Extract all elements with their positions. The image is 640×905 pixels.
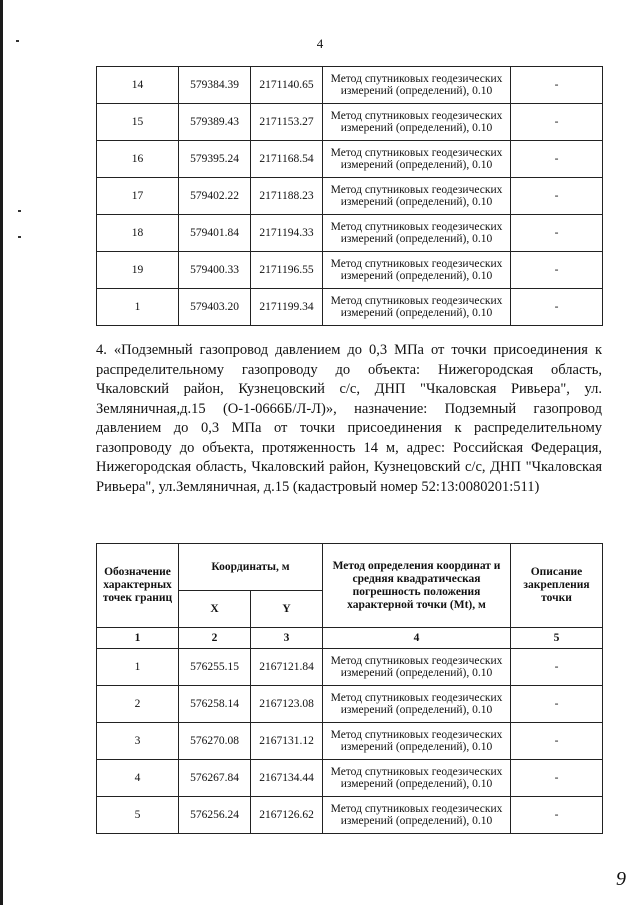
coord-y: 2167134.44 [251,760,323,797]
description-cell: - [511,686,603,723]
coordinates-table-continued [96,66,603,326]
scan-speck [18,236,21,238]
point-number: 18 [97,215,179,252]
description-cell: - [511,649,603,686]
method-cell: Метод спутниковых геодезических измерений (определений), 0.10 [323,67,511,104]
coord-x: 576267.84 [179,760,251,797]
method-cell: Метод спутниковых геодезических измерений (определений), 0.10 [323,797,511,834]
method-cell: Метод спутниковых геодезических измерений (определений), 0.10 [323,178,511,215]
method-cell: Метод спутниковых геодезических измерений (определений), 0.10 [323,723,511,760]
table-row [97,723,603,760]
coord-y: 2171168.54 [251,141,323,178]
coord-y: 2171188.23 [251,178,323,215]
point-number: 14 [97,67,179,104]
description-cell: - [511,215,603,252]
handwritten-page-mark: 9 [616,868,626,890]
coord-y: 2167131.12 [251,723,323,760]
coord-y: 2171199.34 [251,289,323,326]
point-number: 17 [97,178,179,215]
point-number: 1 [97,289,179,326]
coord-x: 579400.33 [179,252,251,289]
table-row [97,141,603,178]
scan-speck [18,210,21,212]
coord-y: 2167121.84 [251,649,323,686]
coord-x: 579402.22 [179,178,251,215]
table-row [97,797,603,834]
coord-x: 579401.84 [179,215,251,252]
column-number-row [97,628,603,649]
coord-y: 2171153.27 [251,104,323,141]
coord-y: 2171140.65 [251,67,323,104]
coord-x: 579395.24 [179,141,251,178]
coord-x: 579403.20 [179,289,251,326]
description-cell: - [511,289,603,326]
coord-y: 2171194.33 [251,215,323,252]
column-number: 5 [511,628,603,649]
header-row [97,544,603,591]
column-number: 1 [97,628,179,649]
method-cell: Метод спутниковых геодезических измерений (определений), 0.10 [323,215,511,252]
coordinates-table [96,543,603,834]
header-x: X [179,591,251,628]
table-row [97,215,603,252]
column-number: 4 [323,628,511,649]
description-cell: - [511,141,603,178]
point-number: 16 [97,141,179,178]
coord-x: 576256.24 [179,797,251,834]
header-designation: Обозначение характерных точек границ [97,544,179,628]
point-number: 5 [97,797,179,834]
coord-x: 576258.14 [179,686,251,723]
description-cell: - [511,797,603,834]
point-number: 3 [97,723,179,760]
header-y: Y [251,591,323,628]
table-row [97,252,603,289]
description-cell: - [511,104,603,141]
method-cell: Метод спутниковых геодезических измерений (определений), 0.10 [323,649,511,686]
coord-x: 579389.43 [179,104,251,141]
scan-edge [0,0,3,905]
page-number: 4 [316,36,324,51]
description-cell: - [511,252,603,289]
coord-x: 576255.15 [179,649,251,686]
method-cell: Метод спутниковых геодезических измерений (определений), 0.10 [323,141,511,178]
table-row [97,67,603,104]
method-cell: Метод спутниковых геодезических измерений (определений), 0.10 [323,104,511,141]
header-description: Описание закрепления точки [511,544,603,628]
point-number: 4 [97,760,179,797]
table-row [97,686,603,723]
description-cell: - [511,723,603,760]
method-cell: Метод спутниковых геодезических измерений (определений), 0.10 [323,686,511,723]
point-number: 15 [97,104,179,141]
description-cell: - [511,67,603,104]
coord-y: 2171196.55 [251,252,323,289]
header-coordinates: Координаты, м [179,544,323,591]
table-row [97,178,603,215]
table-row [97,649,603,686]
coord-x: 576270.08 [179,723,251,760]
object-description-paragraph: 4. «Подземный газопровод давлением до 0,3 МПа от точки присоединения к распределительному газопроводу до объекта: Нижегородская область, Чкаловский район, Кузнецовский с/с, ДНП "Чкаловская Ривьера", ул. Земляничная,д.15 (О-1-0666Б/Л-Л)», назначение: Подземный газопровод давлением до 0,3 МПа от точки присоединения к распределительному газопроводу до объекта, протяженность 14 м, адрес: Российская Федерация, Нижегородская область, Чкаловский район, Кузнецовский с/с, ДНП "Чкаловская Ривьера", ул.Земляничная, д.15 (кадастровый номер 52:13:0080201:511) [96,342,602,495]
point-number: 1 [97,649,179,686]
description-cell: - [511,178,603,215]
method-cell: Метод спутниковых геодезических измерений (определений), 0.10 [323,289,511,326]
coord-y: 2167123.08 [251,686,323,723]
table-row [97,104,603,141]
table-row [97,289,603,326]
coord-x: 579384.39 [179,67,251,104]
method-cell: Метод спутниковых геодезических измерений (определений), 0.10 [323,252,511,289]
table-row [97,760,603,797]
header-method: Метод определения координат и средняя квадратическая погрешность положения характерной точки (Mt), м [323,544,511,628]
point-number: 2 [97,686,179,723]
description-cell: - [511,760,603,797]
point-number: 19 [97,252,179,289]
column-number: 3 [251,628,323,649]
column-number: 2 [179,628,251,649]
coord-y: 2167126.62 [251,797,323,834]
method-cell: Метод спутниковых геодезических измерений (определений), 0.10 [323,760,511,797]
